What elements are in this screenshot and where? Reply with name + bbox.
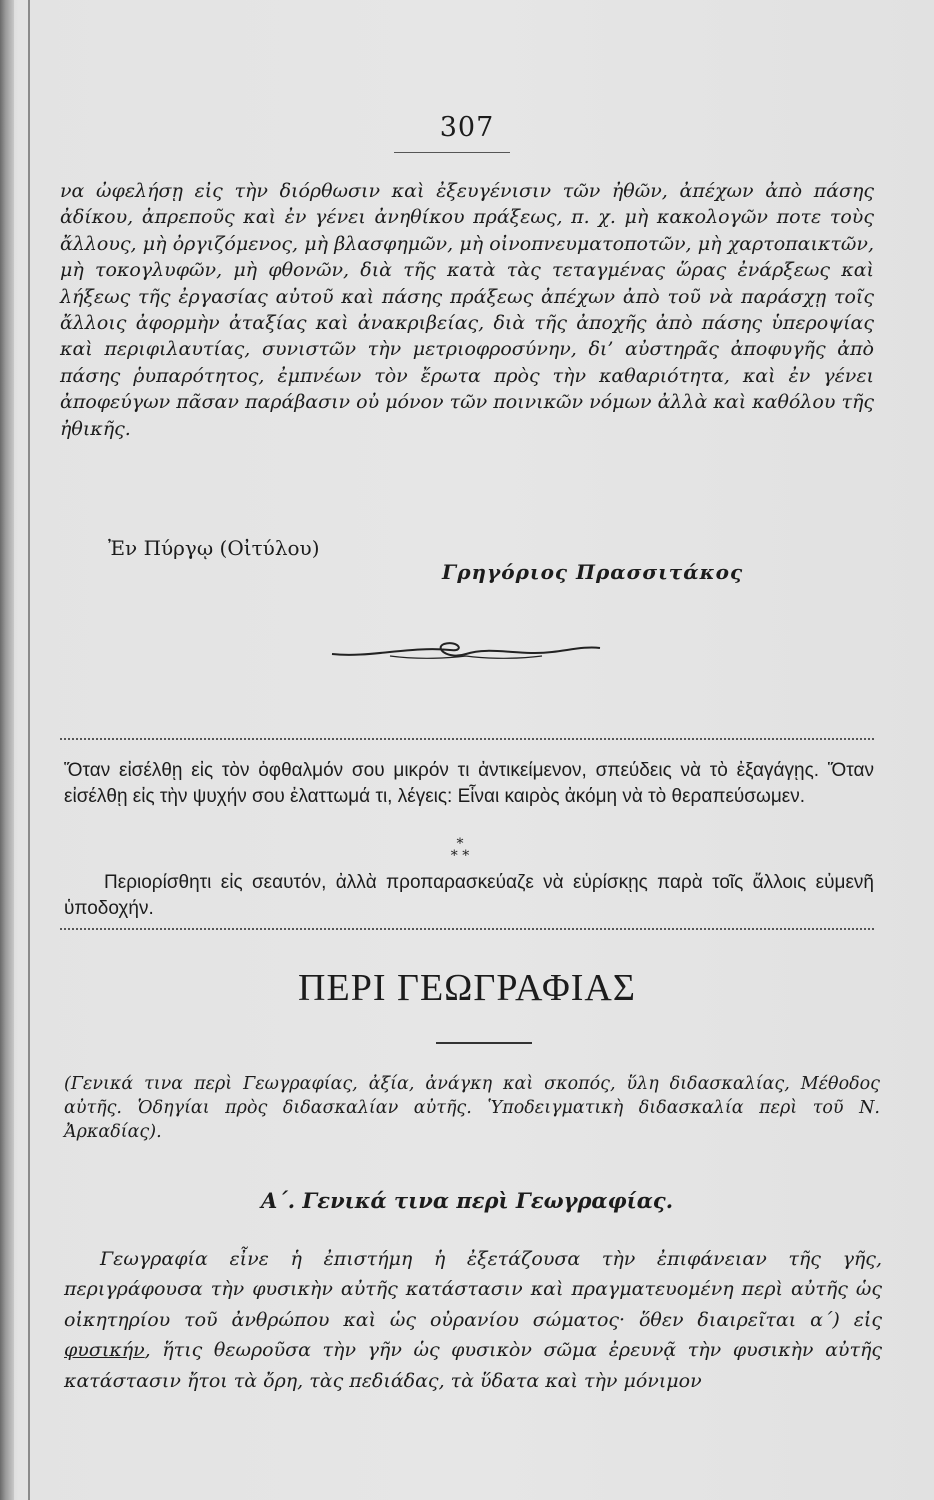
paragraph-2 [64,1244,882,1396]
quote-2: Περιορίσθητι εἰς σεαυτόν, ἀλλὰ προπαρασκεύαζε νὰ εὑρίσκῃς παρὰ τοῖς ἄλλοις εὐμενῆ ὑποδοχήν. [64,872,874,919]
subsection-title: Α΄. Γενικά τινα περὶ Γεωγραφίας. [260,1188,674,1213]
binding-edge [0,0,14,1500]
page-number: 307 [439,112,495,143]
ornament-divider [330,636,602,666]
asterism-bottom: * * [450,848,470,864]
paragraph-1: να ὠφελήσῃ εἰς τὴν διόρθωσιν καὶ ἐξευγένισιν τῶν ἠθῶν, ἀπέχων ἀπὸ πάσης ἀδίκου, ἀπρεποῦς καὶ ἐν γένει ἀνηθίκου πράξεως, π. χ. μὴ κακολογῶν ποτε τοὺς ἄλλους, μὴ ὀργιζόμενος, μὴ βλασφημῶν, μὴ οἰνοπνευματοποτῶν, μὴ χαρτοπαικτῶν, μὴ τοκογλυφῶν, μὴ φθονῶν, διὰ τῆς κατὰ τὰς τεταγμένας ὥρας ἐνάρξεως καὶ λήξεως τῆς ἐργασίας αὐτοῦ καὶ πάσης πράξεως ἀπέχων ἀπὸ τοῦ νὰ παράσχῃ τοῖς ἄλλοις ἀφορμὴν ἀταξίας καὶ ἀνακριβείας, διὰ τῆς ἀποχῆς ἀπὸ πάσης ὑπεροψίας καὶ περιφιλαυτίας, συνιστῶν τὴν μετριοφροσύνην, δι’ αὐστηρᾶς ἀποφυγῆς ἀπὸ πάσης ῥυπαρότητος, ἐμπνέων τὸν ἔρωτα πρὸς τὴν καθαριότητα, καὶ ἐν γένει ἀποφεύγων πᾶσαν παράβασιν οὐ μόνον τῶν ποινικῶν νόμων ἀλλὰ καὶ καθόλου τῆς ἠθικῆς. [60,180,874,440]
binding-line [28,0,30,1500]
paragraph-2-text-1: Γεωγραφία εἶνε ἡ ἐπιστήμη ἡ ἐξετάζουσα τὴν ἐπιφάνειαν τῆς γῆς, περιγράφουσα τὴν φυσικὴν αὐτῆς κατάστασιν καὶ πραγματευομένη περὶ αὐτῆς ὡς οἰκητηρίου τοῦ ἀνθρώπου καὶ ὡς οὐρανίου σώματος· ὅθεν διαιρεῖται α΄) εἰς [64,1248,882,1331]
asterism [440,838,480,870]
section-rule [436,1042,532,1044]
asterism-top: * [456,836,464,852]
paragraph-2-text-2: , ἥτις θεωροῦσα τὴν γῆν ὡς φυσικὸν σῶμα ἐρευνᾷ τὴν φυσικὴν αὐτῆς κατάστασιν ἤτοι τὰ ὄρη, τὰς πεδιάδας, τὰ ὕδατα καὶ τὴν μόνιμον [64,1339,882,1392]
dotted-rule-top [60,738,874,740]
paragraph-2-emphasis: φυσικήν [64,1339,145,1362]
page-number-rule [394,152,510,153]
signature-name: Γρηγόριος Πρασσιτάκος [442,560,744,584]
section-title: ΠΕΡΙ ΓΕΩΓΡΑΦΙΑΣ [298,967,636,1009]
signature-place: Ἐν Πύργῳ (Οἰτύλου) [108,536,320,560]
dotted-rule-bottom [60,928,874,930]
quote-1: Ὅταν εἰσέλθῃ εἰς τὸν ὀφθαλμόν σου μικρόν τι ἀντικείμενον, σπεύδεις νὰ τὸ ἐξαγάγῃς. Ὅταν εἰσέλθῃ εἰς τὴν ψυχήν σου ἐλαττωμά τι, λέγεις: Εἶναι καιρὸς ἀκόμη νὰ τὸ θεραπεύσωμεν. [64,760,874,807]
section-summary: (Γενικά τινα περὶ Γεωγραφίας, ἀξία, ἀνάγκη καὶ σκοπός, ὕλη διδασκαλίας, Μέθοδος αὐτῆς. Ὁδηγίαι πρὸς διδασκαλίαν αὐτῆς. Ὑποδειγματικὴ διδασκαλία περὶ τοῦ Ν. Ἀρκαδίας). [64,1074,880,1142]
